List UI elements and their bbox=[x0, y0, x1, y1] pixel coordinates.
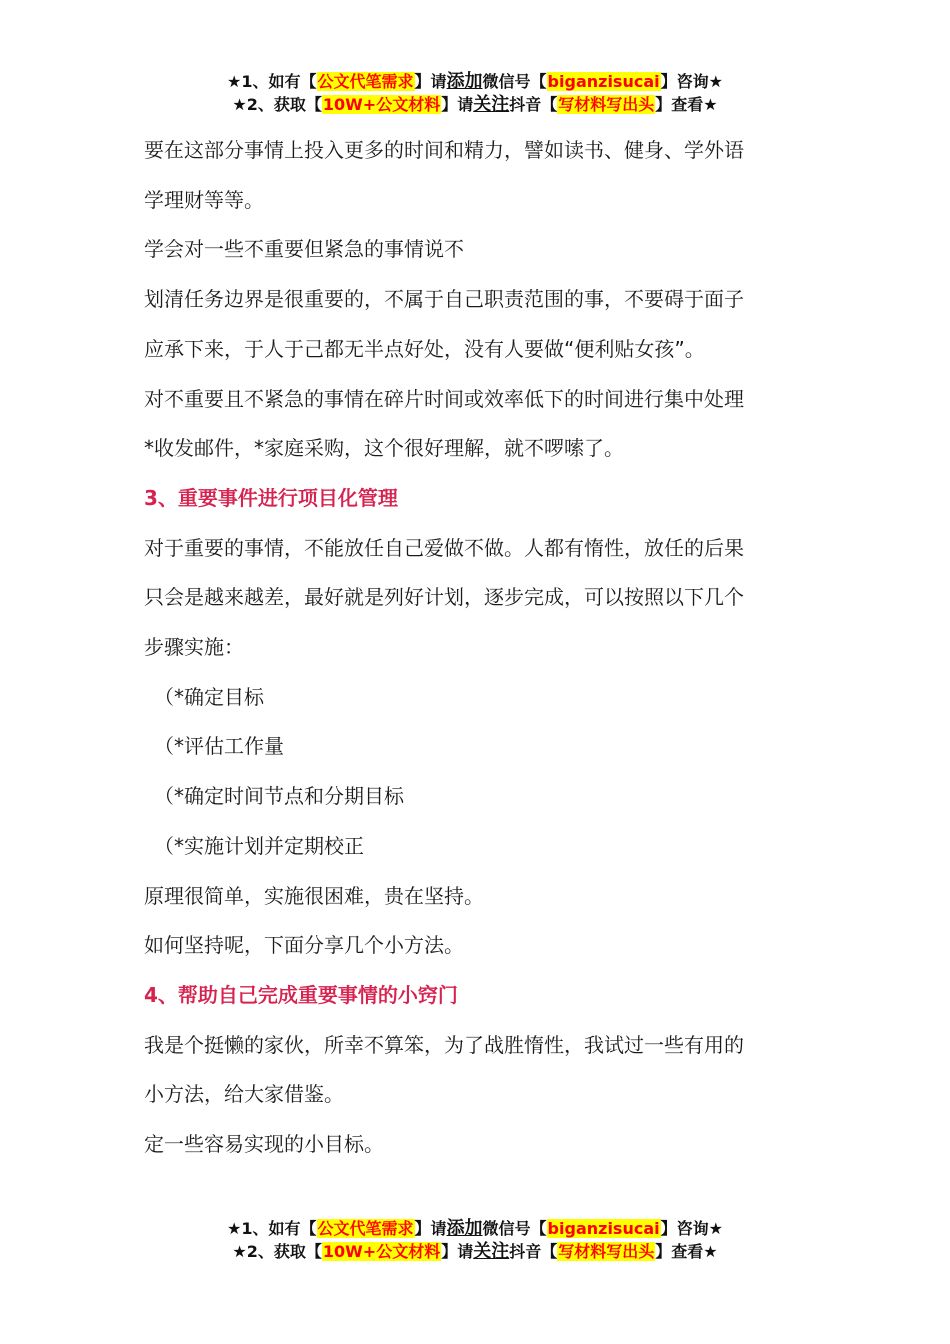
banner-line-2: ★2、获取【10W+公文材料】请关注抖音【写材料写出头】查看★ bbox=[232, 94, 718, 115]
paragraph: 要在这部分事情上投入更多的时间和精力，譬如读书、健身、学外语 bbox=[144, 138, 744, 162]
highlight-ghostwriting: 公文代笔需求 bbox=[317, 72, 414, 91]
star-icon: ★ bbox=[703, 1242, 718, 1261]
star-icon: ★ bbox=[232, 95, 247, 114]
banner-line-2: ★2、获取【10W+公文材料】请关注抖音【写材料写出头】查看★ bbox=[232, 1241, 718, 1262]
paragraph: 应承下来，于人于己都无半点好处，没有人要做“便利贴女孩”。 bbox=[144, 336, 705, 361]
star-icon: ★ bbox=[227, 72, 242, 91]
star-icon: ★ bbox=[708, 72, 723, 91]
highlight-douyin-account: 写材料写出头 bbox=[558, 1242, 655, 1261]
star-icon: ★ bbox=[703, 95, 718, 114]
highlight-materials: 10W+公文材料 bbox=[322, 95, 441, 114]
step-item: （*确定时间节点和分期目标 bbox=[154, 784, 404, 809]
star-icon: ★ bbox=[227, 1219, 242, 1238]
paragraph: 学会对一些不重要但紧急的事情说不 bbox=[144, 237, 464, 262]
highlight-materials: 10W+公文材料 bbox=[322, 1242, 441, 1261]
paragraph: 对不重要且不紧急的事情在碎片时间或效率低下的时间进行集中处理 bbox=[144, 386, 744, 411]
paragraph: 划清任务边界是很重要的，不属于自己职责范围的事，不要碍于面子 bbox=[144, 287, 744, 312]
footer-banner bbox=[0, 1217, 950, 1263]
highlight-douyin-account: 写材料写出头 bbox=[558, 95, 655, 114]
paragraph: 学理财等等。 bbox=[144, 187, 264, 212]
header-banner bbox=[0, 70, 950, 116]
paragraph: 定一些容易实现的小目标。 bbox=[144, 1132, 384, 1157]
add-emphasis: 添加 bbox=[446, 71, 483, 92]
section-heading-3: 3、重要事件进行项目化管理 bbox=[144, 485, 398, 510]
banner-line-1: ★1、如有【公文代笔需求】请添加微信号【biganzisucai】咨询★ bbox=[227, 1218, 723, 1239]
paragraph: *收发邮件，*家庭采购，这个很好理解，就不啰嗦了。 bbox=[144, 436, 624, 461]
star-icon: ★ bbox=[232, 1242, 247, 1261]
step-item: （*实施计划并定期校正 bbox=[154, 833, 364, 858]
highlight-ghostwriting: 公文代笔需求 bbox=[317, 1219, 414, 1238]
paragraph: 我是个挺懒的家伙，所幸不算笨，为了战胜惰性，我试过一些有用的 bbox=[144, 1032, 744, 1057]
section-heading-4: 4、帮助自己完成重要事情的小窍门 bbox=[144, 982, 458, 1007]
document-body bbox=[144, 126, 816, 1170]
paragraph: 原理很简单，实施很困难，贵在坚持。 bbox=[144, 883, 484, 908]
paragraph: 小方法，给大家借鉴。 bbox=[144, 1082, 344, 1107]
step-item: （*评估工作量 bbox=[154, 734, 284, 759]
paragraph: 步骤实施： bbox=[144, 635, 244, 660]
paragraph: 对于重要的事情，不能放任自己爱做不做。人都有惰性，放任的后果 bbox=[144, 535, 744, 560]
step-item: （*确定目标 bbox=[154, 684, 264, 709]
paragraph: 如何坚持呢，下面分享几个小方法。 bbox=[144, 933, 464, 958]
highlight-wechat-id: biganzisucai bbox=[547, 72, 660, 91]
highlight-wechat-id: biganzisucai bbox=[547, 1219, 660, 1238]
follow-emphasis: 关注 bbox=[473, 94, 510, 115]
star-icon: ★ bbox=[708, 1219, 723, 1238]
add-emphasis: 添加 bbox=[446, 1218, 483, 1239]
follow-emphasis: 关注 bbox=[473, 1241, 510, 1262]
paragraph: 只会是越来越差，最好就是列好计划，逐步完成，可以按照以下几个 bbox=[144, 585, 744, 610]
banner-line-1: ★1、如有【公文代笔需求】请添加微信号【biganzisucai】咨询★ bbox=[227, 71, 723, 92]
